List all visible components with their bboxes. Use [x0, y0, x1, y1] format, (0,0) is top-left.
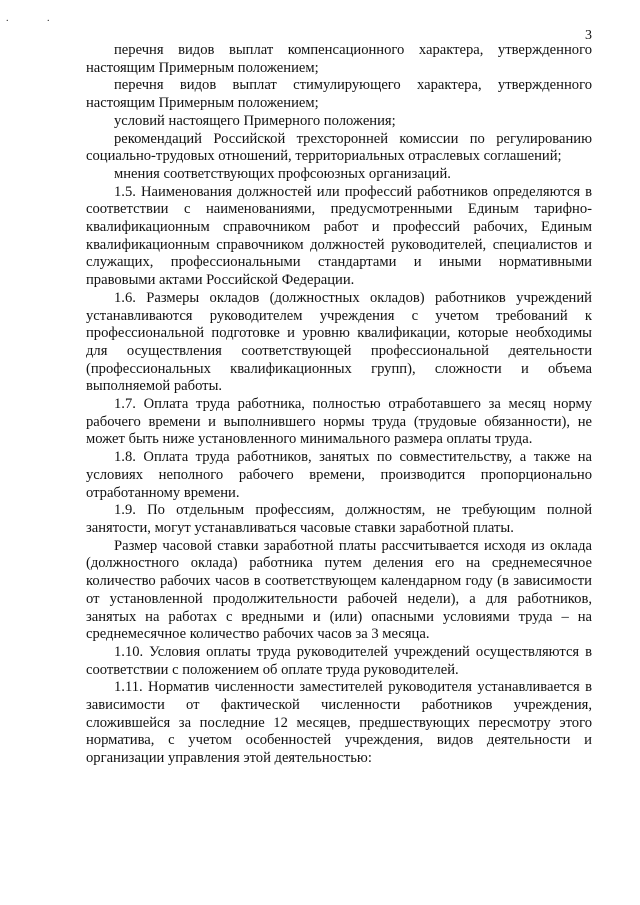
list-item-conditions: условий настоящего Примерного положения; [114, 112, 396, 129]
list-item-recommendations: рекомендаций Российской трехсторонней комиссии по регулированию социально-трудовых отношений, территориальных отраслевых соглашений; [86, 130, 592, 165]
clause-1-5: 1.5. Наименования должностей или профессий работников определяются в соответствии с наименованиями, предусмотренными Единым тарифно-квалификационным справочником работ и профессий рабочих, Единым квалификационным справочником должностей руководителей, специалистов и служащих, профессиональными стандартами и иными нормативными правовыми актами Российской Федерации. [86, 183, 592, 289]
list-item-union-opinion: мнения соответствующих профсоюзных организаций. [114, 165, 451, 182]
clause-1-11: 1.11. Норматив численности заместителей руководителя устанавливается в зависимости от фактической численности работников учреждения, сложившейся за последние 12 месяцев, предшествующих пересмотру этого норматива, с учетом особенностей учреждения, видов деятельности и организации управления этой деятельностью: [86, 679, 592, 767]
scan-marks: . . [6, 13, 68, 24]
list-item-stimulating: перечня видов выплат стимулирующего характера, утвержденного настоящим Примерным положением; [86, 77, 592, 112]
clause-1-7: 1.7. Оплата труда работника, полностью отработавшего за месяц норму рабочего времени и выполнившего нормы труда (трудовые обязанности), не может быть ниже установленного минимального размера оплаты труда. [86, 396, 592, 448]
clause-1-9-hourly-rate: Размер часовой ставки заработной платы рассчитывается исходя из оклада (должностного оклада) работника путем деления его на среднемесячное количество рабочих часов в соответствующем календарном году (в зависимости от установленной продолжительности рабочей недели), а для работников, занятых на работах с вредными и (или) опасными условиями труда – на среднемесячное количество рабочих часов за 3 месяца. [86, 537, 592, 643]
document-body [86, 42, 592, 768]
clause-1-8: 1.8. Оплата труда работников, занятых по совместительству, а также на условиях неполного рабочего времени, производится пропорционально отработанному времени. [86, 449, 592, 501]
clause-1-10: 1.10. Условия оплаты труда руководителей учреждений осуществляются в соответствии с положением об оплате труда руководителей. [86, 643, 592, 678]
list-item-compensation: перечня видов выплат компенсационного характера, утвержденного настоящим Примерным положением; [86, 42, 592, 76]
clause-1-6: 1.6. Размеры окладов (должностных окладов) работников учреждений устанавливаются руководителем учреждения с учетом требований к профессиональной подготовке и уровню квалификации, которые необходимы для осуществления соответствующей профессиональной деятельности (профессиональных квалификационных групп), сложности и объема выполняемой работы. [86, 289, 592, 395]
clause-1-9: 1.9. По отдельным профессиям, должностям, не требующим полной занятости, могут устанавливаться часовые ставки заработной платы. [86, 502, 592, 536]
page-number: 3 [585, 28, 592, 43]
